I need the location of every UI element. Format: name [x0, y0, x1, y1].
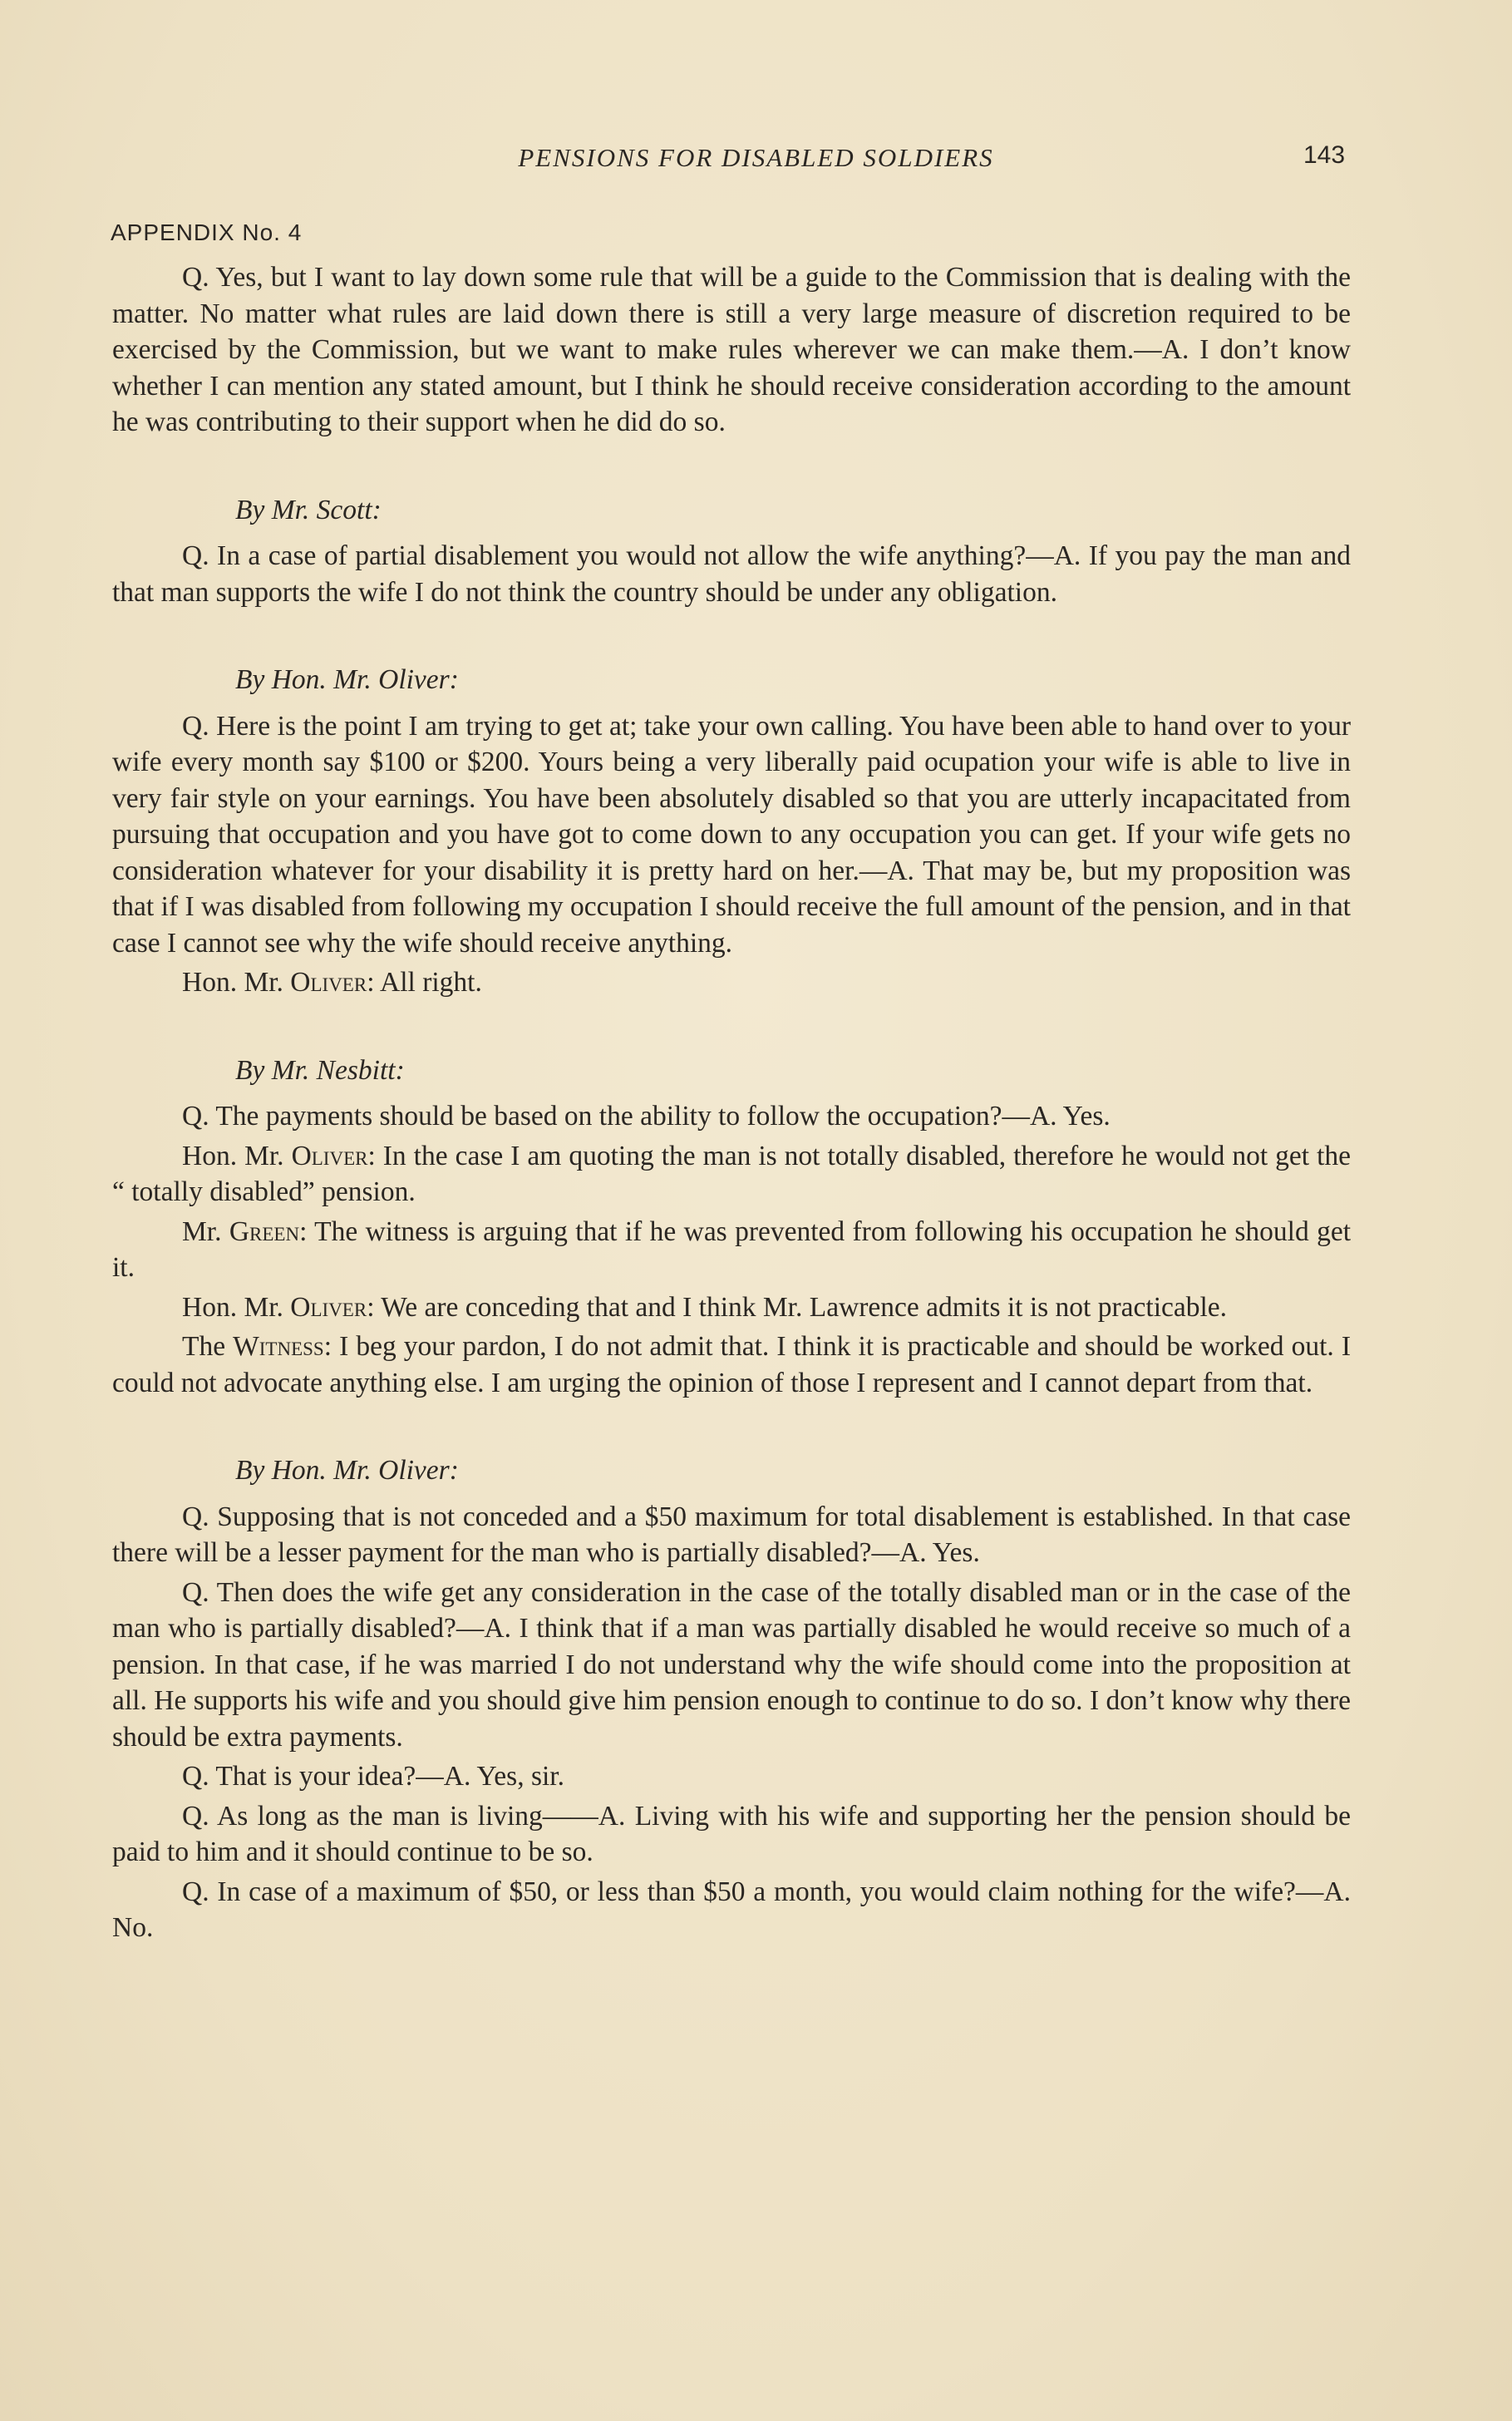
speaker-paragraph: [112, 1289, 1351, 1326]
examiner-heading: By Hon. Mr. Oliver:: [235, 1455, 459, 1486]
speaker-prefix: The: [182, 1331, 226, 1362]
speaker-paragraph: [112, 1214, 1351, 1286]
paragraph: Q. Then does the wife get any consideration in the case of the totally disabled man or in the case of the man who is partially disabled?—A. I think that if a man was partially disabled he would receive so much of a pension. In that case, if he was married I do not understand why the wife should come into the proposition at all. He supports his wife and you should give him pension enough to continue to do so. I don’t know why there should be extra payments.: [112, 1576, 1351, 1753]
speaker-paragraph: [112, 964, 1351, 1001]
examiner-heading: By Mr. Nesbitt:: [235, 1054, 405, 1086]
paragraph: Q. In case of a maximum of $50, or less than $50 a month, you would claim nothing for the wife?—A. No.: [112, 1876, 1351, 1943]
speaker-name: Oliver: [291, 1140, 368, 1171]
speaker-text: : In the case I am quoting the man is not totally disabled, therefore he would not get the “ totally disabled” pension.: [112, 1140, 1352, 1207]
speaker-name: Green: [229, 1215, 300, 1247]
paragraph: Q. Yes, but I want to lay down some rule that will be a guide to the Commission that is dealing with the matter. No matter what rules are laid down there is still a very large measure of discretion required to be exercised by the Commission, but we want to make rules wherever we can make them.—A. I don’t know whether I can mention any stated amount, but I think he should receive consideration according to the amount he was contributing to their support when he did do so.: [112, 262, 1351, 437]
speaker-paragraph: [112, 1329, 1351, 1401]
paragraph: Q. Supposing that is not conceded and a $50 maximum for total disablement is established. In that case there will be a lesser payment for the man who is partially disabled?—A. Yes.: [112, 1501, 1351, 1568]
appendix-label: APPENDIX No. 4: [111, 219, 303, 245]
paragraph: Q. Here is the point I am trying to get at; take your own calling. You have been able to hand over to your wife every month say $100 or $200. Yours being a very liberally paid ocupation your wife is able to live in very fair style on your earnings. You have been absolutely disabled so that you are utterly incapacitated from pursuing that occupation and you have got to come down to any occupation you can get. If your wife gets no consideration whatever for your disability it is pretty hard on her.—A. That may be, but my proposition was that if I was disabled from following my occupation I should receive the full amount of the pension, and in that case I cannot see why the wife should receive anything.: [112, 710, 1351, 959]
examiner-heading: By Hon. Mr. Oliver:: [235, 664, 459, 695]
speaker-name: Oliver: [290, 967, 367, 998]
paragraph: Q. As long as the man is living——A. Living with his wife and supporting her the pension should be paid to him and it should continue to be so.: [112, 1800, 1351, 1867]
speaker-text: : The witness is arguing that if he was prevented from following his occupation he should get it.: [112, 1215, 1351, 1283]
paragraph: Q. That is your idea?—A. Yes, sir.: [182, 1761, 564, 1792]
paragraph: Q. In a case of partial disablement you would not allow the wife anything?—A. If you pay the man and that man supports the wife I do not think the country should be under any obligation.: [112, 540, 1351, 608]
running-head: PENSIONS FOR DISABLED SOLDIERS: [518, 143, 994, 172]
speaker-name: Witness: [233, 1331, 324, 1362]
paragraph: Q. The payments should be based on the ability to follow the occupation?—A. Yes.: [182, 1101, 1111, 1132]
speaker-prefix: Hon. Mr.: [182, 1140, 284, 1171]
speaker-prefix: Hon. Mr.: [182, 967, 283, 998]
examiner-heading: By Mr. Scott:: [235, 494, 382, 525]
speaker-paragraph: [112, 1138, 1351, 1210]
speaker-text: : We are conceding that and I think Mr. Lawrence admits it is not practicable.: [367, 1291, 1228, 1323]
speaker-prefix: Mr.: [182, 1215, 222, 1247]
speaker-prefix: Hon. Mr.: [182, 1291, 283, 1323]
speaker-name: Oliver: [290, 1291, 367, 1323]
testimony-body: [112, 259, 1351, 1946]
speaker-text: : I beg your pardon, I do not admit that. I think it is practicable and should be worked out. I could not advocate anything else. I am urging the opinion of those I represent and I cannot depart from that.: [112, 1331, 1351, 1398]
page-number: 143: [1303, 141, 1346, 169]
speaker-text: : All right.: [367, 967, 482, 998]
